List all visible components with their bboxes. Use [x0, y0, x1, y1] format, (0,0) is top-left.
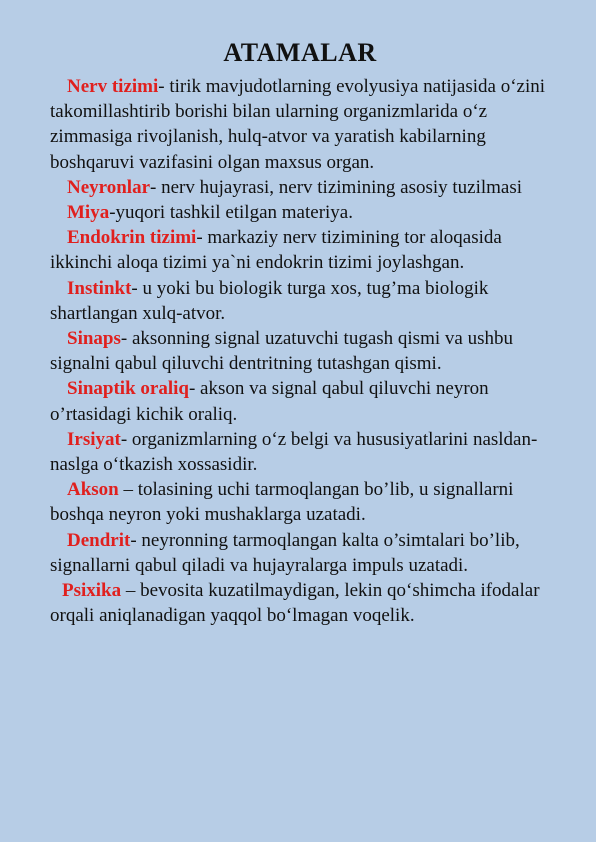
definition-nerv-tizimi: - tirik mavjudotlarning evolyusiya natijasida o‘zini takomillashtirib borishi bilan ularning organizmlarida o‘z zimmasiga rivojlanish, hulq-atvor va yaratish kabilarning boshqaruvi vazifasini olgan maxsus organ. — [50, 76, 546, 173]
term-sinaps: Sinaps — [67, 328, 121, 350]
definition-instinkt: - u yoki bu biologik turga xos, tug’ma biologik shartlangan xulq-atvor. — [50, 277, 489, 324]
definition-irsiyat: - organizmlarning o‘z belgi va hususiyatlarini nasldan-naslga o‘tkazish xossasidir. — [50, 428, 538, 476]
glossary-list — [50, 74, 550, 628]
glossary-entry-instinkt — [50, 276, 550, 326]
glossary-entry-akson — [50, 477, 550, 527]
term-dendrit: Dendrit — [67, 529, 131, 551]
term-miya: Miya — [67, 202, 110, 224]
glossary-entry-sinaps — [50, 326, 550, 376]
glossary-entry-dendrit — [50, 528, 550, 578]
definition-sinaps: - aksonning signal uzatuvchi tugash qismi va ushbu signalni qabul qiluvchi dentritning tutashgan qismi. — [50, 328, 513, 375]
definition-dendrit: - neyronning tarmoqlangan kalta o’simtalari bo’lib, signallarni qabul qiladi va hujayralarga impuls uzatadi. — [50, 529, 520, 576]
glossary-entry-neyronlar — [50, 175, 550, 200]
glossary-entry-psixika — [50, 578, 550, 628]
term-akson: Akson — [67, 479, 119, 501]
definition-endokrin-tizimi: - markaziy nerv tizimining tor aloqasida ikkinchi aloqa tizimi ya`ni endokrin tizimi joylashgan. — [50, 227, 502, 274]
definition-neyronlar: - nerv hujayrasi, nerv tizimining asosiy tuzilmasi — [150, 176, 523, 198]
glossary-entry-sinaptik-oraliq — [50, 376, 550, 426]
definition-sinaptik-oraliq: - akson va signal qabul qiluvchi neyron o’rtasidagi kichik oraliq. — [50, 378, 489, 425]
page-title: ATAMALAR — [223, 38, 377, 67]
definition-miya: -yuqori tashkil etilgan materiya. — [109, 202, 353, 224]
term-instinkt: Instinkt — [67, 277, 132, 299]
glossary-entry-nerv-tizimi — [50, 74, 550, 175]
glossary-entry-miya — [50, 200, 550, 225]
glossary-entry-irsiyat — [50, 427, 550, 477]
definition-psixika: – bevosita kuzatilmaydigan, lekin qo‘shimcha ifodalar orqali aniqlanadigan yaqqol bo‘lmagan voqelik. — [50, 580, 540, 627]
term-nerv-tizimi: Nerv tizimi — [67, 76, 159, 97]
term-irsiyat: Irsiyat — [67, 428, 121, 450]
term-neyronlar: Neyronlar — [67, 176, 151, 198]
definition-akson: – tolasining uchi tarmoqlangan bo’lib, u signallarni boshqa neyron yoki mushaklarga uzatadi. — [50, 479, 514, 526]
glossary-entry-endokrin-tizimi — [50, 225, 550, 275]
term-endokrin-tizimi: Endokrin tizimi — [67, 227, 197, 249]
term-sinaptik-oraliq: Sinaptik oraliq — [67, 378, 189, 400]
term-psixika: Psixika — [62, 580, 122, 602]
